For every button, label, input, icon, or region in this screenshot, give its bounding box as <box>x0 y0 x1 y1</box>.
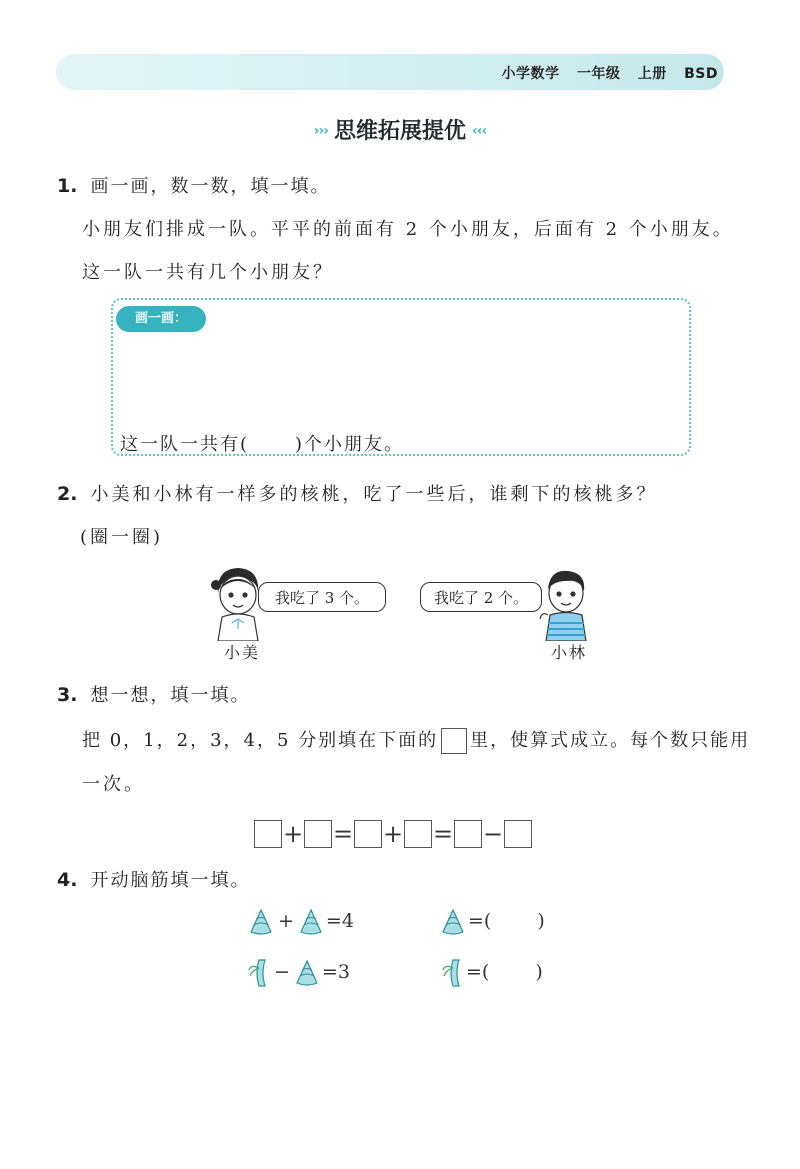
q4-row1-op: + <box>278 910 294 932</box>
q1-answer-line <box>120 430 404 456</box>
q1-line1: 小朋友们排成一队。平平的前面有 2 个小朋友，后面有 2 个小朋友。 <box>82 219 734 240</box>
q3-box-2[interactable] <box>304 820 332 848</box>
q3-box-1[interactable] <box>254 820 282 848</box>
section-title-text: 思维拓展提优 <box>333 119 466 144</box>
q3-box-3[interactable] <box>354 820 382 848</box>
header-edition: BSD <box>684 66 718 82</box>
q3-line1-part-b: 里，使算式成立。每个数只能用 <box>470 730 751 751</box>
q4-row2-right-open: =( <box>466 961 490 983</box>
q2-prompt: 小美和小林有一样多的核桃，吃了一些后，谁剩下的核桃多？ <box>90 484 658 505</box>
q4-row1-right-open: =( <box>468 910 492 932</box>
q2-heading <box>57 480 658 506</box>
q1-line2: 这一队一共有几个小朋友？ <box>82 262 334 283</box>
q4-row1-result: =4 <box>325 910 354 932</box>
q3-box-6[interactable] <box>504 820 532 848</box>
q1-number: 1. <box>57 175 78 197</box>
q3-op-4: = <box>432 819 454 848</box>
q3-equation <box>254 818 532 848</box>
q1-prompt: 画一画，数一数，填一填。 <box>90 176 331 197</box>
bamboo-shoot-icon <box>296 908 326 936</box>
bamboo-shoot-icon <box>438 908 468 936</box>
header-text <box>490 63 719 83</box>
q4-row2-left <box>246 958 350 988</box>
left-arrows-icon: ››› <box>313 123 328 139</box>
q1-draw-badge: 画一画： <box>116 306 206 332</box>
q2-number: 2. <box>57 483 78 505</box>
bamboo-stalk-icon <box>440 958 466 988</box>
boy-name: 小林 <box>551 643 588 662</box>
q3-box-4[interactable] <box>404 820 432 848</box>
girl-speech-bubble: 我吃了 3 个。 <box>258 582 386 612</box>
q3-line1-part-a: 把 0，1，2，3，4，5 分别填在下面的 <box>82 730 439 751</box>
q3-box-5[interactable] <box>454 820 482 848</box>
boy-xiaolin-illustration <box>536 563 596 641</box>
q4-heading <box>57 866 251 892</box>
q3-op-1: + <box>282 819 304 848</box>
q4-row2-op: − <box>274 961 290 983</box>
q3-heading <box>57 681 251 707</box>
q3-line2: 一次。 <box>82 774 145 795</box>
bamboo-stalk-icon <box>246 958 272 988</box>
q3-op-2: = <box>332 819 354 848</box>
q3-inline-square <box>441 728 467 754</box>
section-title <box>0 114 800 145</box>
q3-op-3: + <box>382 819 404 848</box>
girl-name: 小美 <box>224 643 261 662</box>
q4-row2-right <box>440 958 543 988</box>
q3-line1 <box>82 726 750 754</box>
q4-row1-right-close: ) <box>537 910 545 932</box>
q1-heading <box>57 172 331 198</box>
q3-number: 3. <box>57 684 78 706</box>
header-volume: 上册 <box>637 66 667 82</box>
q1-answer-prefix: 这一队一共有( <box>120 434 250 455</box>
q1-answer-suffix: )个小朋友。 <box>295 434 405 455</box>
q2-hint: (圈一圈) <box>80 527 164 548</box>
header-subject: 小学数学 <box>501 66 560 82</box>
bamboo-shoot-icon <box>246 908 276 936</box>
q4-prompt: 开动脑筋填一填。 <box>90 870 251 891</box>
right-arrows-icon: ‹‹‹ <box>472 123 487 139</box>
q4-number: 4. <box>57 869 78 891</box>
q3-prompt: 想一想，填一填。 <box>90 685 251 706</box>
q3-op-5: − <box>482 819 504 848</box>
q4-row1-left <box>246 908 354 936</box>
q4-row2-right-close: ) <box>535 961 543 983</box>
bamboo-shoot-icon <box>292 959 322 987</box>
header-grade: 一年级 <box>576 66 621 82</box>
q4-row1-right <box>438 908 545 936</box>
boy-speech-bubble: 我吃了 2 个。 <box>420 582 542 612</box>
q4-row2-result: =3 <box>321 961 350 983</box>
